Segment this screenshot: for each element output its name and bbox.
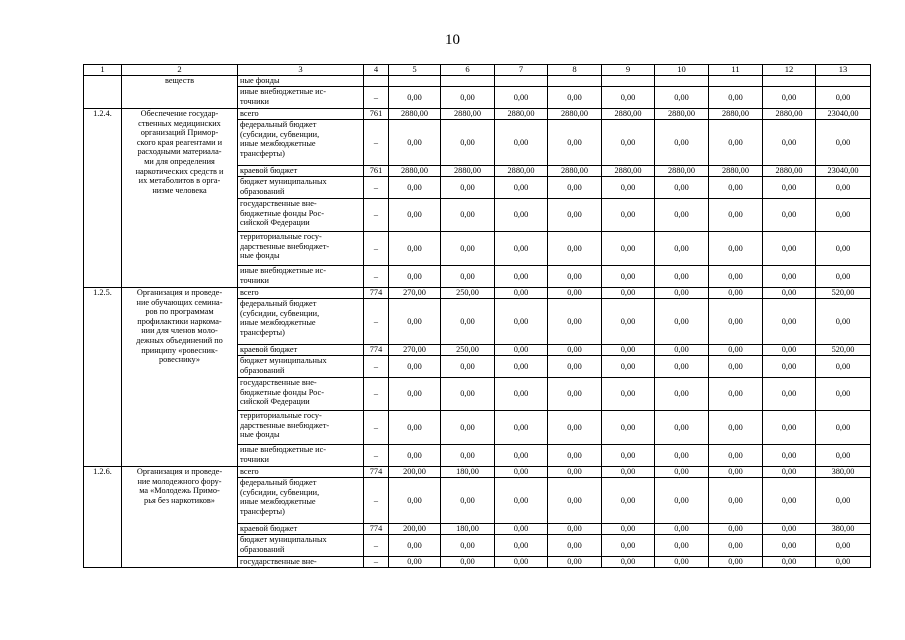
value-cell: 0,00: [495, 87, 548, 109]
value-cell: 380,00: [816, 524, 871, 535]
budget-code: 774: [364, 524, 389, 535]
value-cell: 0,00: [763, 467, 816, 478]
measure-number: 1.2.6.: [84, 467, 122, 568]
budget-code: –: [364, 411, 389, 445]
value-cell: 0,00: [389, 445, 441, 467]
value-cell: 0,00: [548, 199, 602, 232]
value-cell: 0,00: [763, 345, 816, 356]
value-cell: 0,00: [709, 345, 763, 356]
value-cell: 0,00: [816, 299, 871, 345]
value-cell: 2880,00: [602, 166, 655, 177]
value-cell: 0,00: [548, 411, 602, 445]
value-cell: 0,00: [655, 177, 709, 199]
value-cell: 0,00: [816, 177, 871, 199]
budget-code: –: [364, 478, 389, 524]
value-cell: 0,00: [763, 266, 816, 288]
value-cell: 0,00: [548, 288, 602, 299]
value-cell: 0,00: [602, 120, 655, 166]
value-cell: 0,00: [816, 535, 871, 557]
value-cell: 0,00: [602, 345, 655, 356]
value-cell: 0,00: [389, 378, 441, 411]
value-cell: 0,00: [495, 288, 548, 299]
header-cell-9: 9: [602, 65, 655, 76]
value-cell: 0,00: [495, 378, 548, 411]
value-cell: 0,00: [763, 199, 816, 232]
value-cell: 0,00: [763, 356, 816, 378]
funding-source: федеральный бюджет (субсидии, субвенции, иные межбюджетные трансферты): [238, 478, 364, 524]
funding-source: всего: [238, 109, 364, 120]
value-cell: 0,00: [441, 177, 495, 199]
value-cell: 0,00: [655, 232, 709, 266]
value-cell: 520,00: [816, 345, 871, 356]
value-cell: 0,00: [548, 345, 602, 356]
budget-code: –: [364, 232, 389, 266]
value-cell: 0,00: [655, 288, 709, 299]
measure-number: 1.2.4.: [84, 109, 122, 288]
value-cell: 23040,00: [816, 166, 871, 177]
value-cell: 0,00: [655, 378, 709, 411]
value-cell: [389, 76, 441, 87]
value-cell: 0,00: [495, 232, 548, 266]
value-cell: 0,00: [441, 266, 495, 288]
value-cell: 0,00: [495, 299, 548, 345]
value-cell: 0,00: [655, 478, 709, 524]
value-cell: [709, 76, 763, 87]
funding-source: государственные вне- бюджетные фонды Рос- сийской Федерации: [238, 378, 364, 411]
funding-source: федеральный бюджет (субсидии, субвенции, иные межбюджетные трансферты): [238, 120, 364, 166]
value-cell: 0,00: [709, 445, 763, 467]
value-cell: 0,00: [389, 356, 441, 378]
budget-code: –: [364, 356, 389, 378]
value-cell: 0,00: [389, 535, 441, 557]
value-cell: 0,00: [441, 232, 495, 266]
value-cell: 0,00: [495, 478, 548, 524]
value-cell: 0,00: [655, 411, 709, 445]
value-cell: 0,00: [389, 478, 441, 524]
header-cell-8: 8: [548, 65, 602, 76]
value-cell: 0,00: [763, 87, 816, 109]
value-cell: 0,00: [709, 266, 763, 288]
value-cell: 250,00: [441, 345, 495, 356]
value-cell: 0,00: [495, 120, 548, 166]
value-cell: 0,00: [709, 378, 763, 411]
value-cell: 0,00: [655, 120, 709, 166]
value-cell: 0,00: [763, 535, 816, 557]
value-cell: 2880,00: [495, 166, 548, 177]
value-cell: 180,00: [441, 467, 495, 478]
value-cell: 270,00: [389, 288, 441, 299]
value-cell: 0,00: [763, 445, 816, 467]
budget-code: –: [364, 378, 389, 411]
value-cell: 0,00: [495, 467, 548, 478]
funding-source: краевой бюджет: [238, 166, 364, 177]
measure-name: Организация и проведе- ние молодежного фору- ма «Молодежь Примо- рья без наркотиков»: [122, 467, 238, 568]
funding-source: всего: [238, 288, 364, 299]
value-cell: 0,00: [548, 535, 602, 557]
page-number: 10: [445, 32, 460, 48]
header-cell-6: 6: [441, 65, 495, 76]
header-cell-12: 12: [763, 65, 816, 76]
value-cell: 0,00: [441, 445, 495, 467]
value-cell: 0,00: [495, 411, 548, 445]
funding-source: государственные вне- бюджетные фонды Рос- сийской Федерации: [238, 199, 364, 232]
value-cell: 0,00: [763, 177, 816, 199]
header-cell-7: 7: [495, 65, 548, 76]
value-cell: 0,00: [441, 299, 495, 345]
funding-source: иные внебюджетные ис- точники: [238, 87, 364, 109]
value-cell: 0,00: [655, 557, 709, 568]
value-cell: 0,00: [548, 467, 602, 478]
value-cell: 270,00: [389, 345, 441, 356]
value-cell: 0,00: [548, 299, 602, 345]
value-cell: 0,00: [495, 199, 548, 232]
value-cell: 0,00: [602, 266, 655, 288]
value-cell: 2880,00: [602, 109, 655, 120]
value-cell: 0,00: [441, 199, 495, 232]
value-cell: 0,00: [495, 524, 548, 535]
value-cell: 0,00: [709, 535, 763, 557]
value-cell: 0,00: [548, 524, 602, 535]
value-cell: 0,00: [441, 478, 495, 524]
value-cell: 0,00: [816, 120, 871, 166]
funding-source: федеральный бюджет (субсидии, субвенции, иные межбюджетные трансферты): [238, 299, 364, 345]
table-body: [84, 76, 871, 568]
value-cell: 0,00: [655, 199, 709, 232]
value-cell: 0,00: [709, 87, 763, 109]
value-cell: 0,00: [495, 266, 548, 288]
value-cell: 0,00: [548, 378, 602, 411]
header-cell-1: 1: [84, 65, 122, 76]
value-cell: 0,00: [709, 356, 763, 378]
budget-code: –: [364, 299, 389, 345]
value-cell: 0,00: [389, 120, 441, 166]
value-cell: 0,00: [602, 478, 655, 524]
value-cell: 0,00: [602, 524, 655, 535]
funding-source: иные внебюджетные ис- точники: [238, 266, 364, 288]
value-cell: 0,00: [548, 177, 602, 199]
budget-code: 774: [364, 288, 389, 299]
value-cell: 0,00: [602, 288, 655, 299]
value-cell: 0,00: [441, 378, 495, 411]
value-cell: 0,00: [389, 411, 441, 445]
budget-code: 774: [364, 345, 389, 356]
budget-code: 761: [364, 166, 389, 177]
value-cell: 0,00: [441, 411, 495, 445]
value-cell: 2880,00: [548, 166, 602, 177]
value-cell: 0,00: [548, 87, 602, 109]
value-cell: 2880,00: [709, 166, 763, 177]
value-cell: 0,00: [548, 445, 602, 467]
funding-source: территориальные госу- дарственные внебюджет- ные фонды: [238, 232, 364, 266]
value-cell: 0,00: [816, 378, 871, 411]
table-row: [84, 109, 871, 120]
value-cell: 0,00: [709, 478, 763, 524]
value-cell: 23040,00: [816, 109, 871, 120]
budget-code: –: [364, 266, 389, 288]
value-cell: 0,00: [602, 232, 655, 266]
value-cell: 2880,00: [548, 109, 602, 120]
value-cell: 0,00: [602, 356, 655, 378]
value-cell: 0,00: [441, 557, 495, 568]
value-cell: 0,00: [709, 232, 763, 266]
value-cell: 0,00: [602, 87, 655, 109]
value-cell: [602, 76, 655, 87]
value-cell: 0,00: [548, 232, 602, 266]
table-row: [84, 76, 871, 87]
value-cell: 0,00: [548, 120, 602, 166]
value-cell: 0,00: [548, 557, 602, 568]
value-cell: 0,00: [763, 232, 816, 266]
value-cell: 2880,00: [709, 109, 763, 120]
value-cell: 2880,00: [441, 166, 495, 177]
header-cell-4: 4: [364, 65, 389, 76]
funding-source: иные внебюджетные ис- точники: [238, 445, 364, 467]
value-cell: 2880,00: [763, 109, 816, 120]
budget-code: –: [364, 87, 389, 109]
value-cell: 0,00: [602, 378, 655, 411]
measure-number: 1.2.5.: [84, 288, 122, 467]
budget-code: –: [364, 177, 389, 199]
value-cell: 200,00: [389, 467, 441, 478]
value-cell: 0,00: [655, 87, 709, 109]
value-cell: 0,00: [763, 557, 816, 568]
budget-code: 774: [364, 467, 389, 478]
value-cell: 0,00: [602, 299, 655, 345]
funding-source: государственные вне-: [238, 557, 364, 568]
budget-code: –: [364, 557, 389, 568]
value-cell: 0,00: [602, 557, 655, 568]
value-cell: 0,00: [816, 445, 871, 467]
value-cell: 0,00: [655, 299, 709, 345]
value-cell: 0,00: [655, 467, 709, 478]
value-cell: 0,00: [548, 356, 602, 378]
value-cell: 0,00: [655, 445, 709, 467]
measure-name: Обеспечение государ- ственных медицинских организаций Примор- ского края реагентами и расходными материала- ми для определения наркотических средств и их метаболитов в орга- низме человека: [122, 109, 238, 288]
budget-table: [83, 64, 871, 568]
header-row: [84, 65, 871, 76]
value-cell: 2880,00: [389, 166, 441, 177]
value-cell: 0,00: [816, 411, 871, 445]
value-cell: 180,00: [441, 524, 495, 535]
header-cell-11: 11: [709, 65, 763, 76]
value-cell: 0,00: [763, 120, 816, 166]
funding-source: краевой бюджет: [238, 524, 364, 535]
value-cell: 0,00: [389, 299, 441, 345]
value-cell: 0,00: [763, 524, 816, 535]
budget-code: –: [364, 120, 389, 166]
value-cell: 0,00: [709, 557, 763, 568]
value-cell: 0,00: [495, 177, 548, 199]
value-cell: 0,00: [655, 266, 709, 288]
value-cell: 2880,00: [763, 166, 816, 177]
value-cell: 0,00: [602, 411, 655, 445]
value-cell: 0,00: [709, 524, 763, 535]
header-cell-13: 13: [816, 65, 871, 76]
value-cell: 0,00: [816, 478, 871, 524]
value-cell: 0,00: [816, 199, 871, 232]
measure-name: веществ: [122, 76, 238, 109]
value-cell: [655, 76, 709, 87]
budget-code: [364, 76, 389, 87]
value-cell: 0,00: [441, 87, 495, 109]
value-cell: [816, 76, 871, 87]
value-cell: 2880,00: [389, 109, 441, 120]
value-cell: 0,00: [763, 299, 816, 345]
value-cell: 0,00: [655, 524, 709, 535]
value-cell: 0,00: [389, 199, 441, 232]
value-cell: 0,00: [389, 177, 441, 199]
value-cell: 0,00: [816, 557, 871, 568]
value-cell: 0,00: [389, 557, 441, 568]
value-cell: 200,00: [389, 524, 441, 535]
value-cell: 520,00: [816, 288, 871, 299]
value-cell: [548, 76, 602, 87]
value-cell: 0,00: [709, 199, 763, 232]
value-cell: 0,00: [548, 478, 602, 524]
value-cell: 0,00: [655, 345, 709, 356]
budget-code: –: [364, 199, 389, 232]
value-cell: 0,00: [709, 120, 763, 166]
value-cell: 0,00: [763, 378, 816, 411]
value-cell: 0,00: [816, 232, 871, 266]
value-cell: 0,00: [763, 288, 816, 299]
header-cell-10: 10: [655, 65, 709, 76]
value-cell: 0,00: [602, 199, 655, 232]
value-cell: 0,00: [441, 356, 495, 378]
funding-source: бюджет муниципальных образований: [238, 356, 364, 378]
value-cell: [441, 76, 495, 87]
value-cell: 2880,00: [655, 166, 709, 177]
value-cell: 0,00: [602, 177, 655, 199]
value-cell: 0,00: [709, 299, 763, 345]
value-cell: 0,00: [441, 120, 495, 166]
value-cell: 0,00: [495, 445, 548, 467]
value-cell: 380,00: [816, 467, 871, 478]
value-cell: 0,00: [709, 288, 763, 299]
value-cell: 0,00: [495, 356, 548, 378]
value-cell: 0,00: [389, 87, 441, 109]
value-cell: 0,00: [602, 467, 655, 478]
funding-source: территориальные госу- дарственные внебюджет- ные фонды: [238, 411, 364, 445]
value-cell: 2880,00: [441, 109, 495, 120]
value-cell: 250,00: [441, 288, 495, 299]
value-cell: 0,00: [495, 557, 548, 568]
measure-name: Организация и проведе- ние обучающих семина- ров по программам профилактики наркома- нии для членов моло- дежных объединений по принципу «ровесник- ровеснику»: [122, 288, 238, 467]
value-cell: 0,00: [389, 266, 441, 288]
funding-source: бюджет муниципальных образований: [238, 535, 364, 557]
value-cell: 0,00: [441, 535, 495, 557]
value-cell: 0,00: [655, 356, 709, 378]
value-cell: 0,00: [709, 177, 763, 199]
table-row: [84, 467, 871, 478]
value-cell: 0,00: [602, 445, 655, 467]
value-cell: 0,00: [709, 467, 763, 478]
value-cell: 0,00: [816, 356, 871, 378]
funding-source: ные фонды: [238, 76, 364, 87]
measure-number: [84, 76, 122, 109]
budget-code: 761: [364, 109, 389, 120]
value-cell: 0,00: [495, 535, 548, 557]
header-cell-2: 2: [122, 65, 238, 76]
funding-source: краевой бюджет: [238, 345, 364, 356]
value-cell: 2880,00: [495, 109, 548, 120]
value-cell: 0,00: [709, 411, 763, 445]
value-cell: 0,00: [602, 535, 655, 557]
value-cell: 0,00: [816, 266, 871, 288]
value-cell: 0,00: [816, 87, 871, 109]
value-cell: [495, 76, 548, 87]
value-cell: 0,00: [655, 535, 709, 557]
header-cell-3: 3: [238, 65, 364, 76]
funding-source: бюджет муниципальных образований: [238, 177, 364, 199]
value-cell: [763, 76, 816, 87]
value-cell: 0,00: [548, 266, 602, 288]
budget-code: –: [364, 535, 389, 557]
value-cell: 0,00: [389, 232, 441, 266]
table-row: [84, 288, 871, 299]
value-cell: 0,00: [763, 478, 816, 524]
header-cell-5: 5: [389, 65, 441, 76]
value-cell: 0,00: [763, 411, 816, 445]
value-cell: 0,00: [495, 345, 548, 356]
budget-code: –: [364, 445, 389, 467]
funding-source: всего: [238, 467, 364, 478]
value-cell: 2880,00: [655, 109, 709, 120]
